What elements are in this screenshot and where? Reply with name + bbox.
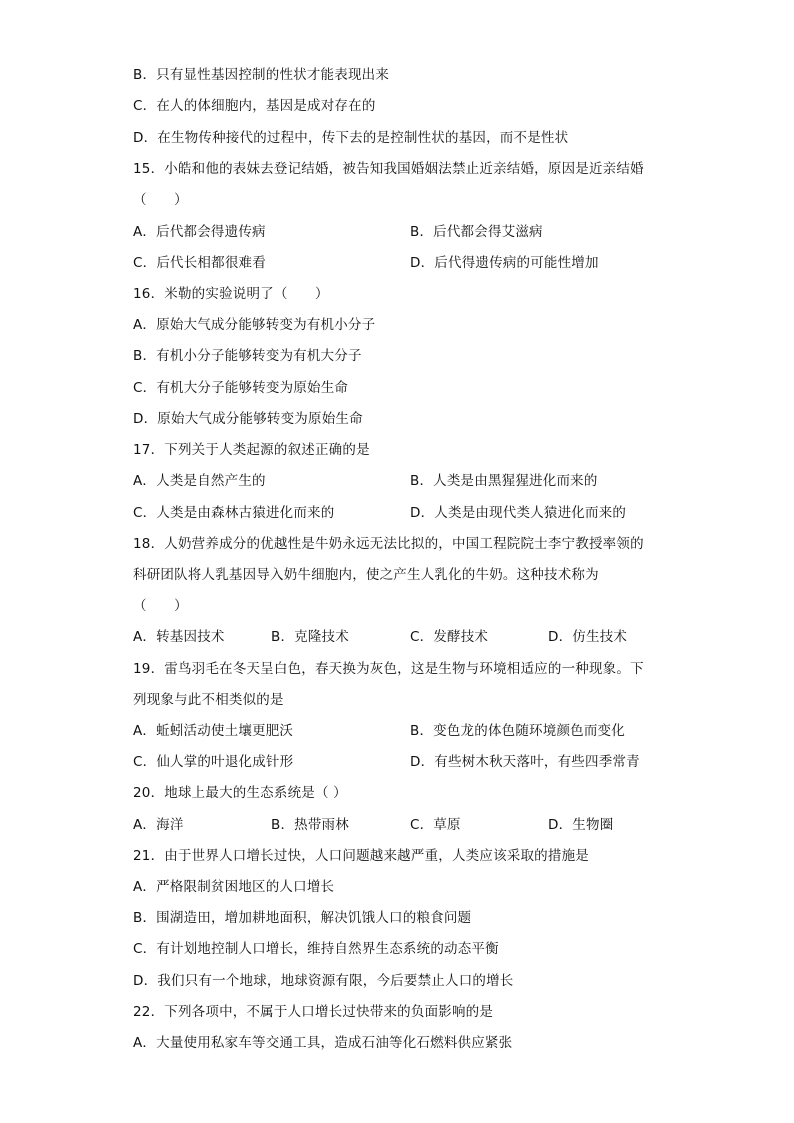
q18-stem-line1: 18．人奶营养成分的优越性是牛奶永远无法比拟的，中国工程院院士李宁教授率领的 xyxy=(133,536,644,552)
q16-stem: 16．米勒的实验说明了（ ） xyxy=(133,286,329,302)
q17-option-d: D．人类是由现代类人猿进化而来的 xyxy=(410,505,627,521)
q18-bracket: （ ） xyxy=(133,598,188,614)
q15-bracket: （ ） xyxy=(133,192,188,208)
q17-option-a: A．人类是自然产生的 xyxy=(133,473,266,489)
q18-option-c: C．发酵技术 xyxy=(410,629,489,645)
q22-option-a: A．大量使用私家车等交通工具，造成石油等化石燃料供应紧张 xyxy=(133,1035,513,1051)
q16-option-c: C．有机大分子能够转变为原始生命 xyxy=(133,380,349,396)
q19-stem-line2: 列现象与此不相类似的是 xyxy=(133,692,284,708)
q22-stem: 22．下列各项中，不属于人口增长过快带来的负面影响的是 xyxy=(133,1004,494,1020)
q17-stem: 17．下列关于人类起源的叙述正确的是 xyxy=(133,442,370,458)
q14-option-c: C．在人的体细胞内，基因是成对存在的 xyxy=(133,98,376,114)
q17-option-b: B．人类是由黑猩猩进化而来的 xyxy=(410,473,598,489)
q15-stem: 15．小皓和他的表妹去登记结婚，被告知我国婚姻法禁止近亲结婚，原因是近亲结婚 xyxy=(133,161,644,177)
q15-option-c: C．后代长相都很难看 xyxy=(133,255,266,271)
q21-option-b: B．围湖造田，增加耕地面积，解决饥饿人口的粮食问题 xyxy=(133,910,472,926)
q15-option-b: B．后代都会得艾滋病 xyxy=(410,224,543,240)
q21-stem: 21．由于世界人口增长过快，人口问题越来越严重，人类应该采取的措施是 xyxy=(133,848,589,864)
q19-stem-line1: 19．雷鸟羽毛在冬天呈白色，春天换为灰色，这是生物与环境相适应的一种现象。下 xyxy=(133,661,644,677)
q14-option-d: D．在生物传种接代的过程中，传下去的是控制性状的基因，而不是性状 xyxy=(133,130,569,146)
q18-option-d: D．仿生技术 xyxy=(548,629,628,645)
q20-option-c: C．草原 xyxy=(410,817,461,833)
q19-option-c: C．仙人掌的叶退化成针形 xyxy=(133,754,294,770)
q15-option-d: D．后代得遗传病的可能性增加 xyxy=(410,255,599,271)
q19-option-b: B．变色龙的体色随环境颜色而变化 xyxy=(410,723,625,739)
q18-option-a: A．转基因技术 xyxy=(133,629,225,645)
q18-stem-line2: 科研团队将人乳基因导入奶牛细胞内，使之产生人乳化的牛奶。这种技术称为 xyxy=(133,567,599,583)
q16-option-d: D．原始大气成分能够转变为原始生命 xyxy=(133,411,363,427)
q15-option-a: A．后代都会得遗传病 xyxy=(133,224,266,240)
q21-option-d: D．我们只有一个地球，地球资源有限，今后要禁止人口的增长 xyxy=(133,973,514,989)
q21-option-a: A．严格限制贫困地区的人口增长 xyxy=(133,879,335,895)
q20-option-a: A．海洋 xyxy=(133,817,184,833)
q20-option-d: D．生物圈 xyxy=(548,817,614,833)
q14-option-b: B．只有显性基因控制的性状才能表现出来 xyxy=(133,67,390,83)
q16-option-a: A．原始大气成分能够转变为有机小分子 xyxy=(133,317,376,333)
q21-option-c: C．有计划地控制人口增长，维持自然界生态系统的动态平衡 xyxy=(133,941,499,957)
q19-option-d: D．有些树木秋天落叶，有些四季常青 xyxy=(410,754,640,770)
q20-option-b: B．热带雨林 xyxy=(271,817,349,833)
q16-option-b: B．有机小分子能够转变为有机大分子 xyxy=(133,348,362,364)
q20-stem: 20．地球上最大的生态系统是（ ） xyxy=(133,785,347,801)
q18-option-b: B．克隆技术 xyxy=(271,629,349,645)
q19-option-a: A．蚯蚓活动使土壤更肥沃 xyxy=(133,723,294,739)
q17-option-c: C．人类是由森林古猿进化而来的 xyxy=(133,505,335,521)
